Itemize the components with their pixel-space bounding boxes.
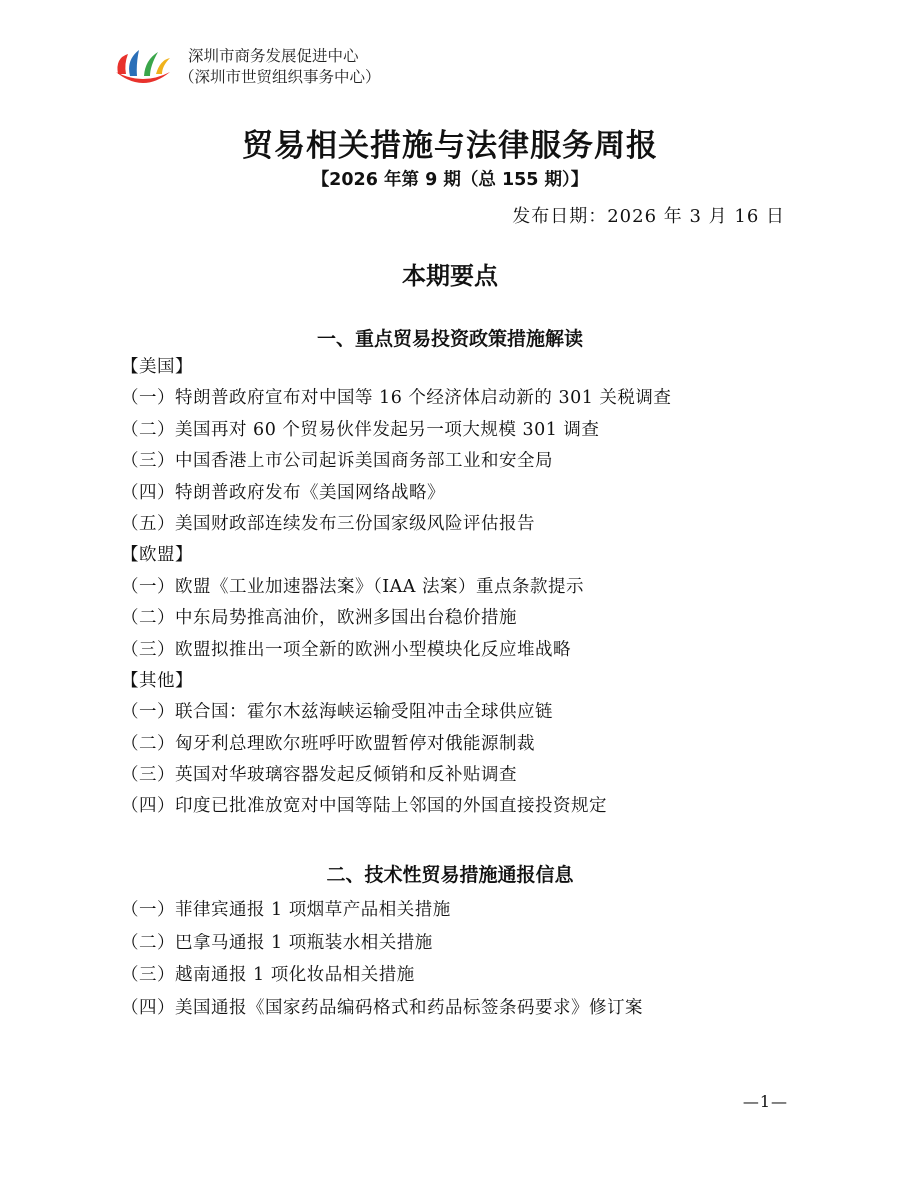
list-item: （二）巴拿马通报 1 项瓶装水相关措施 <box>121 932 433 953</box>
section2-list <box>121 894 643 1024</box>
organization-name-line2: （深圳市世贸组织事务中心） <box>179 68 381 86</box>
list-item: （四）特朗普政府发布《美国网络战略》 <box>121 482 445 503</box>
group-label-eu: 【欧盟】 <box>121 545 193 566</box>
section1-list <box>121 352 671 823</box>
page-number: —1— <box>742 1092 788 1111</box>
list-item: （三）越南通报 1 项化妆品相关措施 <box>121 965 415 985</box>
organization-name <box>179 46 381 88</box>
list-item: （一）特朗普政府宣布对中国等 16 个经济体启动新的 301 关税调查 <box>121 388 672 409</box>
report-title: 贸易相关措施与法律服务周报 <box>242 128 658 164</box>
list-item: （三）欧盟拟推出一项全新的欧洲小型模块化反应堆战略 <box>121 639 571 660</box>
list-item: （二）中东局势推高油价，欧洲多国出台稳价措施 <box>121 608 517 629</box>
list-item: （三）英国对华玻璃容器发起反倾销和反补贴调查 <box>121 765 517 786</box>
group-label-other: 【其他】 <box>121 670 193 691</box>
section1-heading: 一、重点贸易投资政策措施解读 <box>316 328 583 350</box>
group-label-us: 【美国】 <box>121 357 193 377</box>
list-item: （三）中国香港上市公司起诉美国商务部工业和安全局 <box>121 451 553 472</box>
organization-logo <box>112 44 174 90</box>
organization-header <box>112 44 381 90</box>
list-item: （一）欧盟《工业加速器法案》（IAA 法案）重点条款提示 <box>121 576 584 597</box>
list-item: （二）美国再对 60 个贸易伙伴发起另一项大规模 301 调查 <box>121 419 600 440</box>
issue-number: 【2026 年第 9 期（总 155 期）】 <box>311 170 589 190</box>
list-item: （四）美国通报《国家药品编码格式和药品标签条码要求》修订案 <box>121 997 643 1018</box>
organization-name-line1: 深圳市商务发展促进中心 <box>188 47 359 65</box>
list-item: （一）联合国：霍尔木兹海峡运输受阻冲击全球供应链 <box>121 702 553 723</box>
section2-heading: 二、技术性贸易措施通报信息 <box>326 864 574 886</box>
list-item: （五）美国财政部连续发布三份国家级风险评估报告 <box>121 513 535 534</box>
list-item: （四）印度已批准放宽对中国等陆上邻国的外国直接投资规定 <box>121 796 607 817</box>
list-item: （二）匈牙利总理欧尔班呼吁欧盟暂停对俄能源制裁 <box>121 733 535 754</box>
summary-title: 本期要点 <box>402 262 498 290</box>
list-item: （一）菲律宾通报 1 项烟草产品相关措施 <box>121 900 451 920</box>
publish-date: 发布日期：2026 年 3 月 16 日 <box>512 206 785 227</box>
